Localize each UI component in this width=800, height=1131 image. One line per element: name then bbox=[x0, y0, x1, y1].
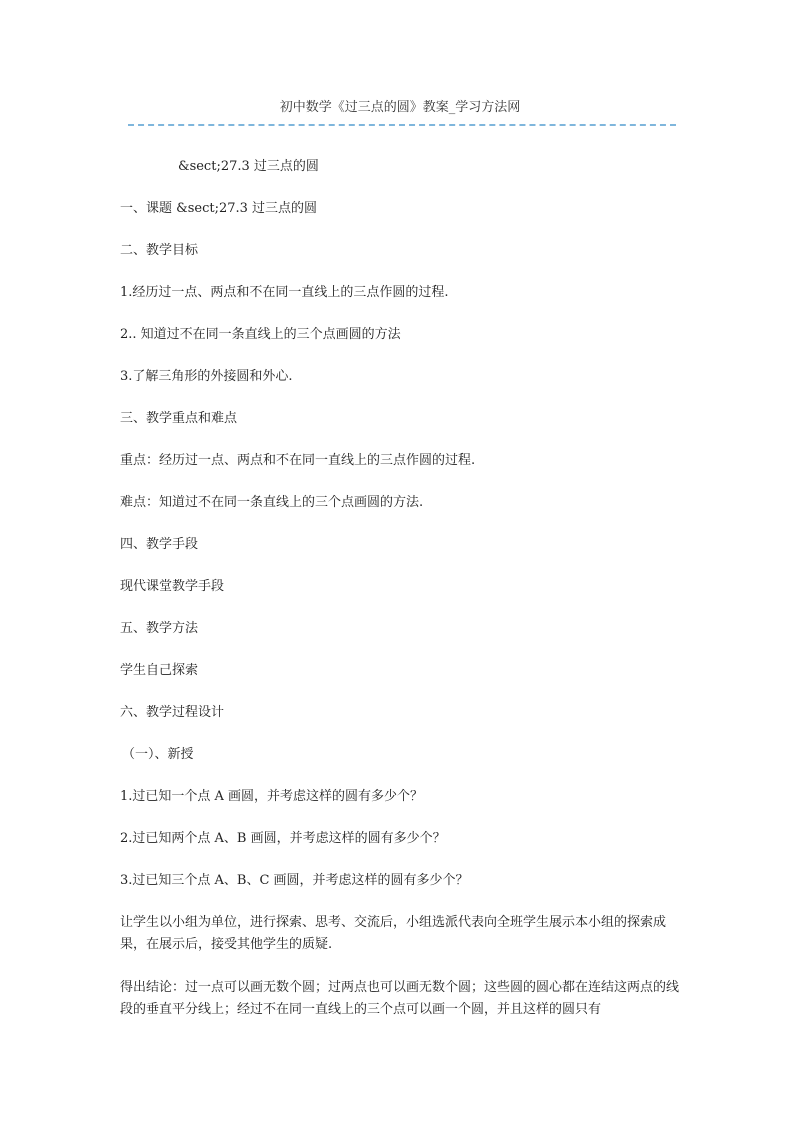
title-divider bbox=[128, 124, 676, 126]
paragraph-question-2: 2.过已知两个点 A、B 画圆，并考虑这样的圆有多少个？ bbox=[120, 831, 446, 846]
paragraph-goals-heading: 二、教学目标 bbox=[120, 243, 199, 258]
paragraph-goal-1: 1.经历过一点、两点和不在同一直线上的三点作圆的过程. bbox=[120, 285, 449, 300]
paragraph-methods-heading: 五、教学方法 bbox=[120, 621, 199, 636]
paragraph-means: 现代课堂教学手段 bbox=[120, 579, 225, 594]
paragraph-group-activity: 让学生以小组为单位，进行探索、思考、交流后，小组选派代表向全班学生展示本小组的探索成果，在展示后，接受其他学生的质疑. bbox=[120, 915, 667, 952]
paragraph-topic: 一、课题 &sect;27.3 过三点的圆 bbox=[120, 201, 318, 216]
paragraph-conclusion: 得出结论：过一点可以画无数个圆；过两点也可以画无数个圆；这些圆的圆心都在连结这两点的线段的垂直平分线上；经过不在同一直线上的三个点可以画一个圆，并且这样的圆只有 bbox=[120, 980, 680, 1017]
paragraph-question-1: 1.过已知一个点 A 画圆，并考虑这样的圆有多少个？ bbox=[120, 789, 424, 804]
paragraph-key-point: 重点：经历过一点、两点和不在同一直线上的三点作圆的过程. bbox=[120, 453, 476, 468]
paragraph-goal-2: 2.. 知道过不在同一条直线上的三个点画圆的方法 bbox=[120, 327, 401, 342]
paragraph-new-lesson: （一）、新授 bbox=[122, 747, 194, 762]
paragraph-methods: 学生自己探索 bbox=[120, 663, 199, 678]
paragraph-goal-3: 3.了解三角形的外接圆和外心. bbox=[120, 369, 293, 384]
paragraph-difficult-point: 难点：知道过不在同一条直线上的三个点画圆的方法. bbox=[120, 495, 424, 510]
page-title: 初中数学《过三点的圆》教案_学习方法网 bbox=[279, 100, 521, 115]
paragraph-key-points-heading: 三、教学重点和难点 bbox=[120, 411, 238, 426]
paragraph-question-3: 3.过已知三个点 A、B、C 画圆，并考虑这样的圆有多少个？ bbox=[120, 873, 469, 888]
paragraph-process-heading: 六、教学过程设计 bbox=[120, 705, 225, 720]
paragraph-means-heading: 四、教学手段 bbox=[120, 537, 199, 552]
section-heading: &sect;27.3 过三点的圆 bbox=[178, 159, 319, 174]
document-body bbox=[120, 156, 680, 1042]
